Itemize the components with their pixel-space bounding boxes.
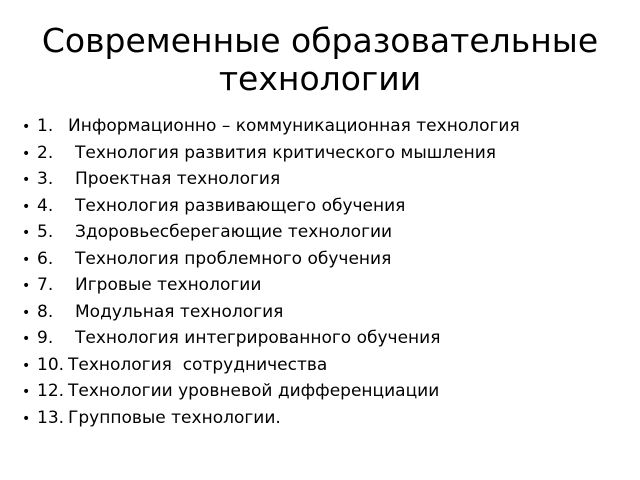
- bullet-icon: •: [22, 278, 31, 294]
- item-number: 3.: [37, 169, 54, 189]
- list-item: [22, 220, 622, 247]
- bullet-icon: •: [22, 172, 31, 188]
- list-item: [22, 167, 622, 194]
- item-text: Технология интегрированного обучения: [75, 328, 441, 348]
- item-text: Технология развивающего обучения: [75, 195, 406, 216]
- item-number: 9.: [37, 328, 54, 348]
- slide-title: Современные образовательные технологии: [41, 21, 599, 98]
- item-text: Здоровьесберегающие технологии: [75, 222, 393, 242]
- bullet-icon: •: [22, 251, 31, 268]
- item-text: Игровые технологии: [75, 275, 262, 295]
- list-item: [22, 247, 622, 274]
- item-text: Информационно – коммуникационная технология: [68, 116, 520, 136]
- list-item: [22, 194, 622, 221]
- item-number: 8.: [37, 301, 54, 322]
- bullet-icon: •: [22, 145, 31, 162]
- item-number: 7.: [37, 275, 54, 295]
- list-item: [22, 300, 622, 327]
- item-text: Технология проблемного обучения: [75, 248, 392, 269]
- item-text: Групповые технологии.: [68, 407, 281, 428]
- item-number: 13.: [37, 407, 65, 428]
- bullet-icon: •: [22, 119, 31, 135]
- item-number: 10.: [37, 354, 65, 375]
- bullet-icon: •: [22, 331, 31, 347]
- list-item: [22, 406, 622, 433]
- item-number: 2.: [37, 142, 54, 163]
- bullet-icon: •: [22, 304, 31, 321]
- item-text: Технология сотрудничества: [68, 354, 328, 375]
- bullet-icon: •: [22, 198, 31, 215]
- item-text: Проектная технология: [75, 169, 281, 189]
- item-text: Технология развития критического мышления: [75, 142, 497, 163]
- item-text: Технологии уровневой дифференциации: [68, 381, 440, 401]
- list-item: [22, 353, 622, 380]
- list-item: [22, 114, 622, 141]
- bullet-icon: •: [22, 357, 31, 374]
- technology-list: [22, 114, 622, 432]
- item-text: Модульная технология: [75, 301, 284, 322]
- list-item: [22, 141, 622, 168]
- list-item: [22, 379, 622, 406]
- bullet-icon: •: [22, 410, 31, 427]
- bullet-icon: •: [22, 225, 31, 241]
- item-number: 6.: [37, 248, 54, 269]
- item-number: 4.: [37, 195, 54, 216]
- item-number: 5.: [37, 222, 54, 242]
- item-number: 1.: [37, 116, 54, 136]
- item-number: 12.: [37, 381, 65, 401]
- bullet-icon: •: [22, 384, 31, 400]
- list-item: [22, 326, 622, 353]
- list-item: [22, 273, 622, 300]
